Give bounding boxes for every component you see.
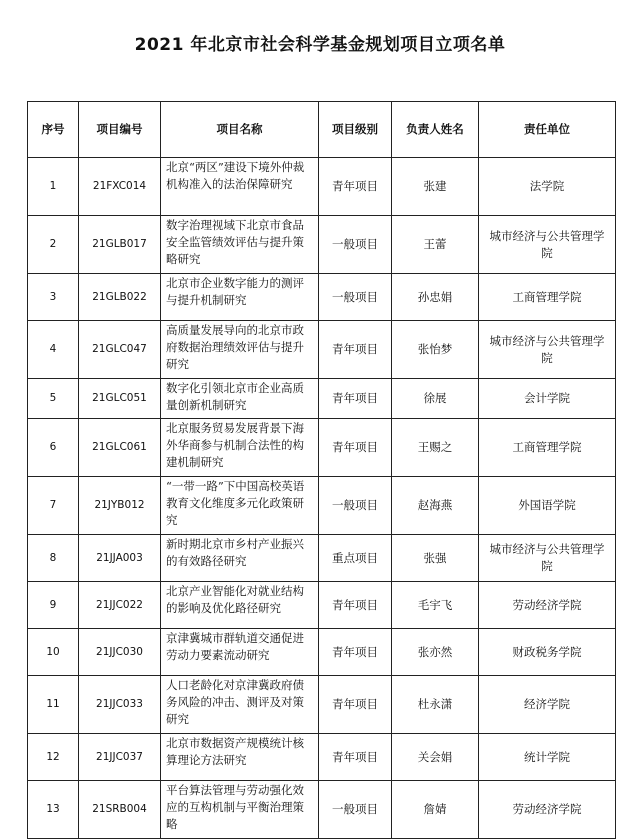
row-level: 青年项目: [319, 321, 392, 379]
row-code: 21JJC022: [79, 582, 161, 629]
row-leader: 王赐之: [392, 419, 479, 477]
row-level: 一般项目: [319, 274, 392, 321]
row-code: 21GLB022: [79, 274, 161, 321]
row-code: 21GLB017: [79, 216, 161, 274]
row-leader: 杜永潇: [392, 676, 479, 734]
row-no: 3: [28, 274, 79, 321]
header-no: 序号: [28, 102, 79, 158]
row-code: 21JJA003: [79, 535, 161, 582]
row-code: 21FXC014: [79, 158, 161, 216]
row-unit: 外国语学院: [479, 477, 616, 535]
row-code: 21JJC030: [79, 629, 161, 676]
row-leader: 张强: [392, 535, 479, 582]
row-leader: 孙忠娟: [392, 274, 479, 321]
row-unit: 工商管理学院: [479, 419, 616, 477]
row-unit: 工商管理学院: [479, 274, 616, 321]
row-project-name: 北京产业智能化对就业结构的影响及优化路径研究: [161, 582, 319, 629]
table-row: [28, 629, 616, 676]
row-unit: 财政税务学院: [479, 629, 616, 676]
row-project-name: 北京服务贸易发展背景下海外华商参与机制合法性的构建机制研究: [161, 419, 319, 477]
row-leader: 张怡梦: [392, 321, 479, 379]
row-unit: 城市经济与公共管理学院: [479, 535, 616, 582]
table-row: [28, 419, 616, 477]
row-level: 青年项目: [319, 676, 392, 734]
row-leader: 徐展: [392, 379, 479, 419]
row-level: 一般项目: [319, 216, 392, 274]
row-no: 13: [28, 781, 79, 839]
header-level: 项目级别: [319, 102, 392, 158]
row-code: 21SRB004: [79, 781, 161, 839]
row-unit: 经济学院: [479, 676, 616, 734]
row-code: 21GLC051: [79, 379, 161, 419]
table-row: [28, 216, 616, 274]
row-code: 21GLC061: [79, 419, 161, 477]
header-name: 项目名称: [161, 102, 319, 158]
row-leader: 赵海燕: [392, 477, 479, 535]
header-unit: 责任单位: [479, 102, 616, 158]
row-level: 青年项目: [319, 419, 392, 477]
row-level: 一般项目: [319, 477, 392, 535]
page-title: 2021 年北京市社会科学基金规划项目立项名单: [134, 35, 506, 55]
table-row: [28, 158, 616, 216]
row-project-name: 高质量发展导向的北京市政府数据治理绩效评估与提升研究: [161, 321, 319, 379]
row-level: 重点项目: [319, 535, 392, 582]
row-no: 8: [28, 535, 79, 582]
row-unit: 城市经济与公共管理学院: [479, 321, 616, 379]
row-no: 10: [28, 629, 79, 676]
row-project-name: 北京“两区”建设下境外仲裁机构准入的法治保障研究: [161, 158, 319, 216]
row-unit: 法学院: [479, 158, 616, 216]
header-code: 项目编号: [79, 102, 161, 158]
table-header-row: [28, 102, 616, 158]
row-code: 21JYB012: [79, 477, 161, 535]
row-no: 9: [28, 582, 79, 629]
table-row: [28, 321, 616, 379]
row-project-name: 北京市企业数字能力的测评与提升机制研究: [161, 274, 319, 321]
row-level: 青年项目: [319, 629, 392, 676]
row-project-name: 平台算法管理与劳动强化效应的互构机制与平衡治理策略: [161, 781, 319, 839]
row-no: 5: [28, 379, 79, 419]
row-unit: 统计学院: [479, 734, 616, 781]
table-row: [28, 676, 616, 734]
row-project-name: 京津冀城市群轨道交通促进劳动力要素流动研究: [161, 629, 319, 676]
table-row: [28, 535, 616, 582]
row-unit: 会计学院: [479, 379, 616, 419]
row-leader: 张建: [392, 158, 479, 216]
row-level: 一般项目: [319, 781, 392, 839]
row-level: 青年项目: [319, 379, 392, 419]
project-table: [27, 101, 616, 839]
row-leader: 王蕾: [392, 216, 479, 274]
row-code: 21JJC037: [79, 734, 161, 781]
row-no: 1: [28, 158, 79, 216]
row-level: 青年项目: [319, 734, 392, 781]
header-leader: 负责人姓名: [392, 102, 479, 158]
row-project-name: “一带一路”下中国高校英语教育文化维度多元化政策研究: [161, 477, 319, 535]
table-row: [28, 274, 616, 321]
row-project-name: 人口老龄化对京津冀政府债务风险的冲击、测评及对策研究: [161, 676, 319, 734]
table-row: [28, 781, 616, 839]
row-project-name: 新时期北京市乡村产业振兴的有效路径研究: [161, 535, 319, 582]
table-row: [28, 734, 616, 781]
row-unit: 城市经济与公共管理学院: [479, 216, 616, 274]
row-no: 7: [28, 477, 79, 535]
row-level: 青年项目: [319, 158, 392, 216]
row-code: 21GLC047: [79, 321, 161, 379]
row-project-name: 北京市数据资产规模统计核算理论方法研究: [161, 734, 319, 781]
table-row: [28, 477, 616, 535]
row-unit: 劳动经济学院: [479, 582, 616, 629]
row-no: 4: [28, 321, 79, 379]
row-no: 2: [28, 216, 79, 274]
row-leader: 关会娟: [392, 734, 479, 781]
table-row: [28, 379, 616, 419]
table-row: [28, 582, 616, 629]
row-code: 21JJC033: [79, 676, 161, 734]
row-level: 青年项目: [319, 582, 392, 629]
row-unit: 劳动经济学院: [479, 781, 616, 839]
row-leader: 詹婧: [392, 781, 479, 839]
row-leader: 毛宇飞: [392, 582, 479, 629]
row-project-name: 数字治理视域下北京市食品安全监管绩效评估与提升策略研究: [161, 216, 319, 274]
row-leader: 张亦然: [392, 629, 479, 676]
row-no: 12: [28, 734, 79, 781]
row-project-name: 数字化引领北京市企业高质量创新机制研究: [161, 379, 319, 419]
row-no: 6: [28, 419, 79, 477]
row-no: 11: [28, 676, 79, 734]
